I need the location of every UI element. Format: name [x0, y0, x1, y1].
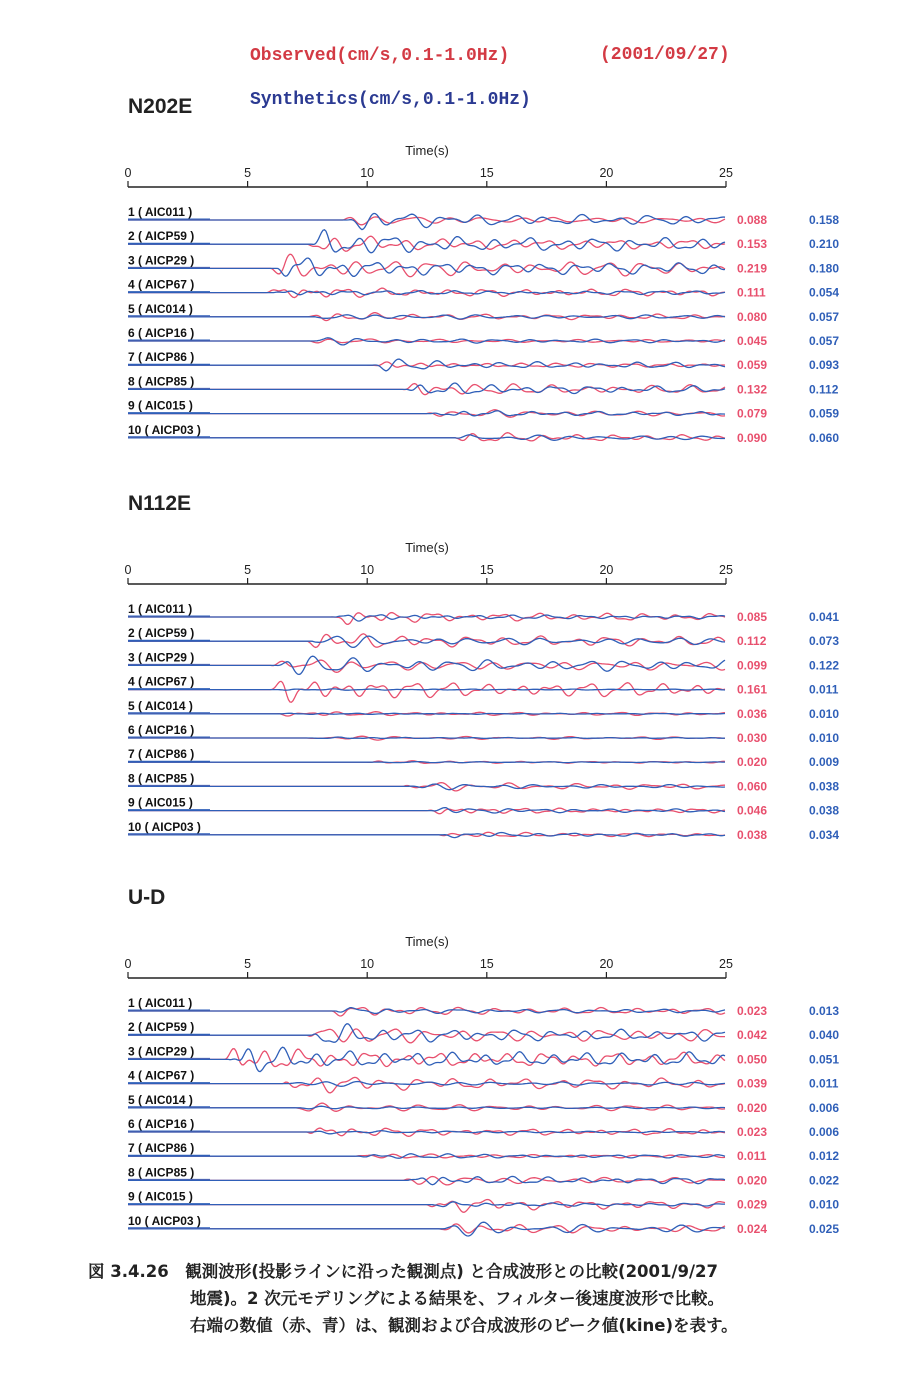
station-trace: [128, 423, 839, 445]
station-label: 5 ( AIC014 ): [128, 1092, 193, 1107]
station-trace: [128, 1190, 839, 1213]
observed-peak-value: 0.042: [737, 1028, 768, 1043]
x-tick-label: 25: [719, 957, 733, 971]
station-trace: [128, 626, 839, 648]
x-tick-label: 20: [599, 563, 614, 577]
synthetic-waveform: [128, 1047, 725, 1071]
x-tick-label: 5: [244, 166, 252, 180]
observed-peak-value: 0.050: [737, 1052, 768, 1067]
synthetic-peak-value: 0.025: [809, 1221, 840, 1236]
x-tick-label: 15: [479, 957, 494, 971]
observed-peak-value: 0.020: [737, 1173, 768, 1188]
synthetic-waveform: [128, 1202, 725, 1207]
station-label: 7 ( AICP86 ): [128, 1141, 195, 1156]
station-trace: [128, 350, 839, 372]
observed-peak-value: 0.219: [737, 261, 768, 276]
synthetic-peak-value: 0.022: [809, 1173, 840, 1188]
observed-peak-value: 0.020: [737, 755, 768, 770]
station-label: 4 ( AICP67 ): [128, 674, 195, 689]
x-tick-label: 20: [599, 957, 614, 971]
station-label: 9 ( AIC015 ): [128, 795, 193, 810]
observed-peak-value: 0.090: [737, 430, 768, 445]
synthetic-peak-value: 0.011: [809, 1076, 839, 1091]
x-axis-label: Time(s): [405, 934, 449, 949]
station-label: 10 ( AICP03 ): [128, 422, 201, 437]
x-tick-label: 0: [124, 166, 132, 180]
x-tick-label: 0: [124, 957, 132, 971]
observed-peak-value: 0.132: [737, 382, 768, 397]
x-tick-label: 5: [244, 563, 252, 577]
observed-peak-value: 0.085: [737, 610, 768, 624]
synthetic-peak-value: 0.034: [809, 827, 840, 842]
station-label: 3 ( AICP29 ): [128, 1044, 195, 1059]
station-trace: [128, 820, 839, 842]
observed-peak-value: 0.045: [737, 334, 768, 348]
synthetic-peak-value: 0.040: [809, 1028, 840, 1043]
x-axis-label: Time(s): [405, 143, 449, 158]
station-label: 1 ( AIC011 ): [128, 602, 193, 616]
synthetic-waveform: [128, 315, 725, 319]
station-trace: [128, 326, 839, 348]
synthetic-peak-value: 0.122: [809, 658, 840, 673]
synthetic-waveform: [128, 808, 725, 813]
observed-peak-value: 0.036: [737, 706, 768, 721]
station-label: 5 ( AIC014 ): [128, 301, 193, 316]
synthetic-peak-value: 0.038: [809, 803, 840, 818]
station-label: 7 ( AICP86 ): [128, 747, 195, 762]
observed-peak-value: 0.153: [737, 237, 768, 252]
synthetic-waveform: [128, 615, 725, 621]
synthetic-waveform: [128, 713, 725, 714]
synthetic-peak-value: 0.093: [809, 358, 840, 373]
synthetic-peak-value: 0.038: [809, 779, 840, 794]
station-label: 1 ( AIC011 ): [128, 205, 193, 219]
synthetic-peak-value: 0.210: [809, 237, 840, 252]
station-label: 4 ( AICP67 ): [128, 1068, 195, 1083]
observed-peak-value: 0.080: [737, 309, 768, 324]
observed-peak-value: 0.030: [737, 731, 768, 745]
x-axis-label: Time(s): [405, 540, 449, 555]
station-label: 10 ( AICP03 ): [128, 819, 201, 834]
station-trace: [128, 796, 839, 818]
station-trace: [128, 374, 839, 396]
station-label: 1 ( AIC011 ): [128, 996, 193, 1010]
x-tick-label: 15: [479, 166, 494, 180]
observed-peak-value: 0.023: [737, 1125, 768, 1139]
observed-peak-value: 0.020: [737, 1100, 768, 1115]
observed-waveform: [128, 681, 725, 702]
synthetic-peak-value: 0.011: [809, 682, 839, 697]
station-trace: [128, 1093, 839, 1115]
x-tick-label: 10: [360, 957, 375, 971]
station-trace: [128, 771, 839, 793]
legend-synthetic: Synthetics(cm/s,0.1-1.0Hz): [250, 90, 531, 110]
synthetic-peak-value: 0.180: [809, 261, 840, 276]
panel-u-d: [125, 886, 840, 1236]
station-trace: [128, 229, 839, 253]
station-trace: [128, 699, 839, 721]
x-tick-label: 20: [599, 166, 614, 180]
panel-title: N112E: [128, 492, 192, 515]
observed-peak-value: 0.038: [737, 827, 768, 842]
observed-peak-value: 0.046: [737, 803, 768, 818]
panels: [125, 95, 840, 1236]
station-label: 9 ( AIC015 ): [128, 1189, 193, 1204]
station-label: 3 ( AICP29 ): [128, 650, 195, 665]
synthetic-peak-value: 0.013: [809, 1004, 840, 1018]
observed-peak-value: 0.161: [737, 682, 768, 697]
caption-line-1: 図 3.4.26 観測波形(投影ラインに沿った観測点) と合成波形との比較(2001/9/27: [88, 1262, 718, 1281]
station-trace: [128, 650, 839, 674]
synthetic-waveform: [128, 762, 725, 763]
observed-peak-value: 0.099: [737, 658, 768, 673]
station-label: 5 ( AIC014 ): [128, 698, 193, 713]
synthetic-peak-value: 0.057: [809, 334, 840, 348]
synthetic-peak-value: 0.010: [809, 1197, 840, 1212]
synthetic-peak-value: 0.057: [809, 309, 840, 324]
panel-n112e: [125, 492, 840, 842]
observed-peak-value: 0.079: [737, 406, 768, 421]
synthetic-peak-value: 0.009: [809, 755, 840, 770]
observed-peak-value: 0.088: [737, 213, 768, 227]
station-trace: [128, 723, 839, 745]
station-trace: [128, 278, 839, 300]
station-trace: [128, 1141, 839, 1163]
station-trace: [128, 602, 839, 624]
station-label: 8 ( AICP85 ): [128, 1165, 195, 1180]
panel-title: U-D: [128, 886, 166, 909]
station-label: 7 ( AICP86 ): [128, 350, 195, 365]
panel-n202e: [125, 95, 840, 445]
station-trace: [128, 302, 839, 324]
station-trace: [128, 747, 839, 769]
panel-title: N202E: [128, 95, 193, 118]
observed-peak-value: 0.011: [737, 1149, 767, 1164]
x-tick-label: 5: [244, 957, 252, 971]
station-label: 8 ( AICP85 ): [128, 374, 195, 389]
synthetic-waveform: [128, 833, 725, 838]
synthetic-waveform: [128, 258, 725, 276]
x-tick-label: 25: [719, 563, 733, 577]
station-trace: [128, 205, 839, 230]
station-trace: [128, 996, 839, 1018]
synthetic-peak-value: 0.054: [809, 285, 840, 300]
station-label: 10 ( AICP03 ): [128, 1213, 201, 1228]
observed-peak-value: 0.059: [737, 358, 768, 373]
synthetic-waveform: [128, 689, 725, 690]
synthetic-peak-value: 0.041: [809, 610, 840, 624]
synthetic-peak-value: 0.112: [809, 382, 839, 397]
station-trace: [128, 1117, 839, 1139]
station-trace: [128, 1020, 839, 1043]
caption-line-2: 地震)。2 次元モデリングによる結果を、フィルター後速度波形で比較。: [190, 1289, 724, 1308]
observed-peak-value: 0.023: [737, 1004, 768, 1018]
synthetic-waveform: [128, 784, 725, 790]
figure-caption: [88, 1258, 888, 1339]
observed-peak-value: 0.029: [737, 1197, 768, 1212]
x-tick-label: 25: [719, 166, 733, 180]
synthetic-peak-value: 0.073: [809, 634, 840, 649]
x-tick-label: 10: [360, 166, 375, 180]
synthetic-peak-value: 0.012: [809, 1149, 840, 1164]
synthetic-waveform: [128, 1222, 725, 1236]
station-label: 6 ( AICP16 ): [128, 326, 195, 340]
synthetic-peak-value: 0.051: [809, 1052, 840, 1067]
station-label: 2 ( AICP59 ): [128, 626, 195, 641]
station-trace: [128, 1069, 839, 1093]
station-trace: [128, 675, 839, 703]
observed-peak-value: 0.111: [737, 285, 766, 300]
x-tick-label: 15: [479, 563, 494, 577]
observed-peak-value: 0.060: [737, 779, 768, 794]
station-trace: [128, 253, 839, 276]
observed-peak-value: 0.039: [737, 1076, 768, 1091]
synthetic-waveform: [128, 1131, 725, 1134]
x-tick-label: 10: [360, 563, 375, 577]
station-label: 6 ( AICP16 ): [128, 1117, 195, 1131]
legend-date: (2001/09/27): [600, 45, 730, 65]
station-trace: [128, 1044, 839, 1071]
synthetic-peak-value: 0.059: [809, 406, 840, 421]
station-trace: [128, 399, 839, 421]
station-label: 6 ( AICP16 ): [128, 723, 195, 737]
synthetic-waveform: [128, 656, 725, 674]
observed-peak-value: 0.112: [737, 634, 767, 649]
synthetic-peak-value: 0.158: [809, 213, 840, 227]
synthetic-waveform: [128, 230, 725, 253]
station-label: 3 ( AICP29 ): [128, 253, 195, 268]
observed-waveform: [128, 1077, 725, 1092]
synthetic-peak-value: 0.006: [809, 1125, 840, 1139]
x-tick-label: 0: [124, 563, 132, 577]
station-label: 2 ( AICP59 ): [128, 229, 195, 244]
synthetic-peak-value: 0.010: [809, 731, 840, 745]
station-label: 2 ( AICP59 ): [128, 1020, 195, 1035]
synthetic-peak-value: 0.060: [809, 430, 840, 445]
caption-line-3: 右端の数値（赤、青）は、観測および合成波形のピーク値(kine)を表す。: [190, 1316, 738, 1335]
synthetic-peak-value: 0.010: [809, 706, 840, 721]
station-trace: [128, 1214, 839, 1236]
legend-observed: Observed(cm/s,0.1-1.0Hz): [250, 46, 510, 66]
station-label: 9 ( AIC015 ): [128, 398, 193, 413]
synthetic-peak-value: 0.006: [809, 1100, 840, 1115]
station-trace: [128, 1165, 839, 1187]
observed-peak-value: 0.024: [737, 1221, 768, 1236]
observed-waveform: [128, 1200, 725, 1213]
station-label: 8 ( AICP85 ): [128, 771, 195, 786]
station-label: 4 ( AICP67 ): [128, 277, 195, 292]
observed-waveform: [128, 1029, 725, 1043]
